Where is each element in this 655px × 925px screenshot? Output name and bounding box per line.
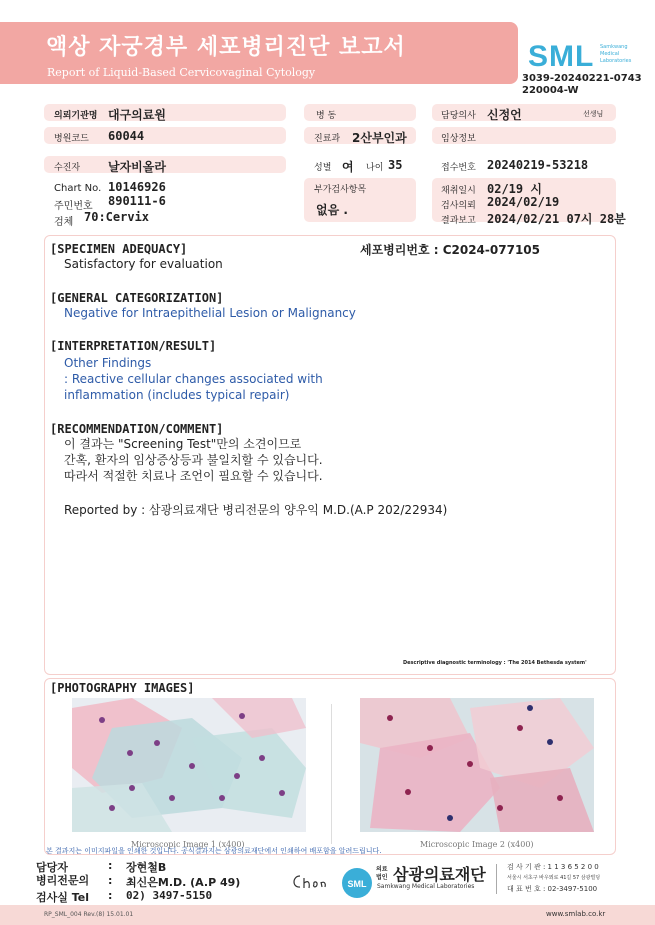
- result-label: 결과보고: [441, 216, 476, 226]
- print-notice: 본 결과지는 이미지파일을 인쇄한 것입니다. 공식결과지는 삼광의료재단에서 인쇄하여 배포함을 알려드립니다.: [46, 847, 382, 855]
- org-logo-icon: [342, 868, 372, 898]
- pathologist-label: 병리전문의: [36, 874, 90, 887]
- recommendation-heading: [RECOMMENDATION/COMMENT]: [50, 422, 224, 436]
- general-heading: [GENERAL CATEGORIZATION]: [50, 291, 224, 305]
- adequacy-text: Satisfactory for evaluation: [64, 257, 223, 271]
- extra-label: 부가검사항목: [314, 185, 367, 195]
- sml-logo: SML: [528, 40, 595, 73]
- collect-value: 02/19 시: [487, 182, 542, 196]
- sex-value: 여: [342, 160, 354, 174]
- specimen-label: 검체: [54, 217, 74, 228]
- photography-heading: [PHOTOGRAPHY IMAGES]: [50, 681, 195, 695]
- org-name-en: Samkwang Medical Laboratories: [377, 883, 475, 890]
- report-id: 3039-20240221-0743 220004-W: [522, 73, 642, 96]
- reported-by: Reported by : 삼광의료재단 병리전문의 양우익 M.D.(A.P 202/22934): [64, 503, 448, 517]
- dept-value: 2산부인과: [352, 131, 407, 145]
- org-info: 검 사 기 관 : 1 1 3 6 5 2 0 0 서울시 서초구 바우뫼로 41길 57 삼광빌딩 대 표 번 호 : 02-3497-5100: [507, 863, 601, 893]
- specimen-value: 70:Cervix: [84, 210, 150, 224]
- colon-3: :: [108, 889, 113, 902]
- age-label: 나이: [366, 163, 384, 173]
- tel-value: 02) 3497-5150: [126, 889, 213, 902]
- code-label: 병원코드: [54, 134, 89, 144]
- form-code: RP_SML_004 Rev.(8) 15.01.01: [44, 911, 134, 918]
- receipt-label: 접수번호: [441, 163, 476, 173]
- doctor-label: 담당의사: [441, 111, 476, 121]
- terminology-note: Descriptive diagnostic terminology : 'The 2014 Bethesda system': [403, 660, 587, 666]
- clinical-label: 임상정보: [441, 134, 476, 144]
- sml-logo-subtitle: Samkwang Medical Laboratories: [600, 44, 632, 64]
- image-1-caption: Microscopic Image 1 (x400): [131, 840, 245, 849]
- microscopic-image-2: [360, 698, 594, 832]
- microscopic-image-1: [72, 698, 306, 832]
- age-value: 35: [388, 158, 403, 172]
- ward-label: 병 동: [316, 111, 337, 121]
- staff-value: 장현철B: [126, 861, 167, 874]
- org-type-label: 의료 법인: [376, 866, 388, 881]
- recommendation-line-3: 따라서 적절한 치료나 조언이 필요할 수 있습니다.: [64, 469, 323, 483]
- recommendation-line-1: 이 결과는 "Screening Test"만의 소견이므로: [64, 437, 302, 451]
- image-2-caption: Microscopic Image 2 (x400): [420, 840, 534, 849]
- report-title: 액상 자궁경부 세포병리진단 보고서: [46, 35, 406, 60]
- patient-label: 수진자: [54, 163, 81, 173]
- website-link[interactable]: www.smlab.co.kr: [546, 910, 606, 918]
- svg-text:SML: SML: [347, 879, 367, 889]
- ssn-value: 890111-6: [108, 194, 166, 208]
- result-value: 2024/02/21 07시 28분: [487, 212, 626, 226]
- tel-label: 검사실 Tel: [36, 891, 89, 904]
- pathologist-value: 최신은M.D. (A.P 49): [126, 876, 241, 889]
- chart-label: Chart No.: [54, 183, 102, 194]
- doctor-suffix: 선생님: [583, 110, 604, 118]
- colon-2: :: [108, 874, 113, 887]
- staff-label: 담당자: [36, 861, 68, 874]
- interpretation-line-2: : Reactive cellular changes associated with: [64, 372, 323, 386]
- interpretation-line-3: inflammation (includes typical repair): [64, 388, 290, 402]
- collect-label: 채취일시: [441, 186, 476, 196]
- ssn-label: 주민번호: [54, 201, 93, 212]
- adequacy-heading: [SPECIMEN ADEQUACY]: [50, 242, 188, 256]
- patient-value: 날자비올라: [108, 160, 166, 174]
- request-value: 2024/02/19: [487, 195, 560, 209]
- chart-value: 10146926: [108, 180, 166, 194]
- org-name: 삼광의료재단: [393, 865, 486, 884]
- dept-label: 진료과: [314, 134, 341, 144]
- general-text: Negative for Intraepithelial Lesion or Malignancy: [64, 306, 356, 320]
- code-value: 60044: [108, 129, 145, 143]
- cytology-number: 세포병리번호 : C2024-077105: [360, 243, 540, 257]
- signature-image: [290, 872, 330, 896]
- interpretation-heading: [INTERPRETATION/RESULT]: [50, 339, 217, 353]
- request-label: 검사의뢰: [441, 201, 476, 211]
- extra-value: 없음 .: [316, 203, 348, 217]
- sex-label: 성별: [314, 163, 332, 173]
- hospital-value: 대구의료원: [108, 108, 166, 122]
- report-subtitle: Report of Liquid-Based Cervicovaginal Cytology: [47, 66, 316, 79]
- photo-divider: [331, 704, 332, 844]
- hospital-label: 의뢰기관명: [54, 111, 98, 121]
- colon-1: :: [108, 859, 113, 872]
- interpretation-line-1: Other Findings: [64, 356, 152, 370]
- org-divider: [496, 864, 497, 894]
- recommendation-line-2: 간혹, 환자의 임상증상등과 불일치할 수 있습니다.: [64, 453, 323, 467]
- doctor-value: 신정언: [487, 108, 522, 122]
- receipt-value: 20240219-53218: [487, 158, 589, 172]
